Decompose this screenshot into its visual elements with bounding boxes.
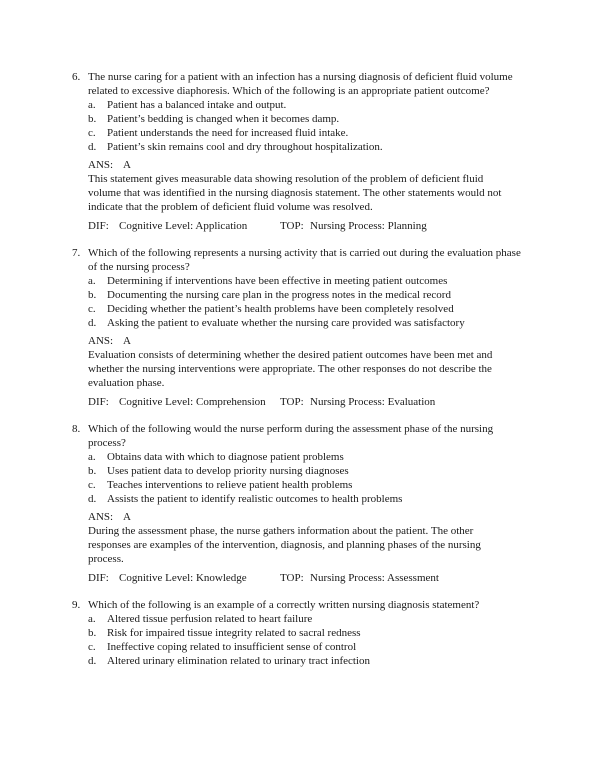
option-text: Obtains data with which to diagnose patient problems <box>107 451 344 463</box>
option-letter: d. <box>88 493 97 505</box>
answer-label: ANS: <box>88 159 114 171</box>
answer-label: ANS: <box>88 511 114 523</box>
question-number: 8. <box>72 423 81 435</box>
answer-label: ANS: <box>88 335 114 347</box>
question-text: The nurse caring for a patient with an infection has a nursing diagnosis of deficient fluid volume related to excessive diaphoresis. Which of the following is an appropriate patient outcome? <box>88 71 513 97</box>
top-label: TOP: <box>280 572 304 584</box>
question-number: 6. <box>72 71 81 83</box>
question-number: 7. <box>72 247 81 259</box>
dif-label: DIF: <box>88 572 109 584</box>
rationale-text: Evaluation consists of determining whether the desired patient outcomes have been met and whether the nursing interventions were appropriate. The other responses do not describe the evaluation phase. <box>88 349 493 389</box>
option-text: Altered urinary elimination related to urinary tract infection <box>107 655 370 667</box>
answer-row <box>88 158 544 172</box>
option-letter: b. <box>88 465 97 477</box>
top-text: Nursing Process: Evaluation <box>310 396 436 408</box>
dif-row <box>88 395 544 409</box>
dif-label: DIF: <box>88 396 109 408</box>
option-letter: a. <box>88 99 96 111</box>
option-text: Altered tissue perfusion related to heart failure <box>107 613 313 625</box>
top-label: TOP: <box>280 220 304 232</box>
option-row <box>88 626 544 640</box>
question-block <box>72 422 544 585</box>
option-row <box>88 274 544 288</box>
question-block <box>72 246 544 409</box>
option-letter: d. <box>88 141 97 153</box>
option-text: Patient has a balanced intake and output. <box>107 99 287 111</box>
dif-text: Cognitive Level: Application <box>119 220 248 232</box>
option-row <box>88 302 544 316</box>
option-row <box>88 464 544 478</box>
option-letter: d. <box>88 317 97 329</box>
option-text: Uses patient data to develop priority nursing diagnoses <box>107 465 349 477</box>
answer-value: A <box>123 159 131 171</box>
top-group <box>280 395 435 409</box>
question-block <box>72 70 544 233</box>
option-letter: b. <box>88 627 97 639</box>
answer-value: A <box>123 511 131 523</box>
option-letter: c. <box>88 641 96 653</box>
option-row <box>88 612 544 626</box>
answer-row <box>88 510 544 524</box>
option-text: Documenting the nursing care plan in the progress notes in the medical record <box>107 289 451 301</box>
answer-value: A <box>123 335 131 347</box>
option-text: Deciding whether the patient’s health problems have been completely resolved <box>107 303 454 315</box>
option-text: Assists the patient to identify realistic outcomes to health problems <box>107 493 403 505</box>
top-label: TOP: <box>280 396 304 408</box>
option-text: Determining if interventions have been effective in meeting patient outcomes <box>107 275 448 287</box>
top-group <box>280 571 439 585</box>
option-row <box>88 316 544 330</box>
option-letter: b. <box>88 289 97 301</box>
option-row <box>88 288 544 302</box>
dif-row <box>88 219 544 233</box>
rationale-text: During the assessment phase, the nurse gathers information about the patient. The other responses are examples of the intervention, diagnosis, and planning phases of the nursing process. <box>88 525 481 565</box>
option-row <box>88 140 544 154</box>
option-row <box>88 654 544 668</box>
answer-row <box>88 334 544 348</box>
option-letter: c. <box>88 479 96 491</box>
option-row <box>88 112 544 126</box>
option-letter: b. <box>88 113 97 125</box>
question-number: 9. <box>72 599 81 611</box>
dif-row <box>88 571 544 585</box>
option-row <box>88 492 544 506</box>
top-text: Nursing Process: Assessment <box>310 572 439 584</box>
option-row <box>88 450 544 464</box>
option-letter: d. <box>88 655 97 667</box>
option-text: Ineffective coping related to insufficient sense of control <box>107 641 357 653</box>
question-block <box>72 598 544 668</box>
top-text: Nursing Process: Planning <box>310 220 427 232</box>
option-row <box>88 640 544 654</box>
option-text: Patient’s skin remains cool and dry throughout hospitalization. <box>107 141 383 153</box>
top-group <box>280 219 427 233</box>
dif-text: Cognitive Level: Knowledge <box>119 572 247 584</box>
question-text: Which of the following would the nurse perform during the assessment phase of the nursing process? <box>88 423 494 449</box>
option-letter: c. <box>88 127 96 139</box>
option-text: Risk for impaired tissue integrity related to sacral redness <box>107 627 361 639</box>
option-row <box>88 98 544 112</box>
option-letter: a. <box>88 613 96 625</box>
option-letter: a. <box>88 451 96 463</box>
option-letter: a. <box>88 275 96 287</box>
option-text: Patient’s bedding is changed when it becomes damp. <box>107 113 340 125</box>
dif-label: DIF: <box>88 220 109 232</box>
question-text: Which of the following represents a nursing activity that is carried out during the evaluation phase of the nursing process? <box>88 247 521 273</box>
option-text: Teaches interventions to relieve patient health problems <box>107 479 353 491</box>
option-row <box>88 126 544 140</box>
option-row <box>88 478 544 492</box>
question-text: Which of the following is an example of a correctly written nursing diagnosis statement? <box>88 599 480 611</box>
option-letter: c. <box>88 303 96 315</box>
option-text: Patient understands the need for increased fluid intake. <box>107 127 349 139</box>
rationale-text: This statement gives measurable data showing resolution of the problem of deficient fluid volume that was identified in the nursing diagnosis statement. The other statements would not indicate that the problem of deficient fluid volume was resolved. <box>88 173 502 213</box>
dif-text: Cognitive Level: Comprehension <box>119 396 266 408</box>
option-text: Asking the patient to evaluate whether the nursing care provided was satisfactory <box>107 317 465 329</box>
